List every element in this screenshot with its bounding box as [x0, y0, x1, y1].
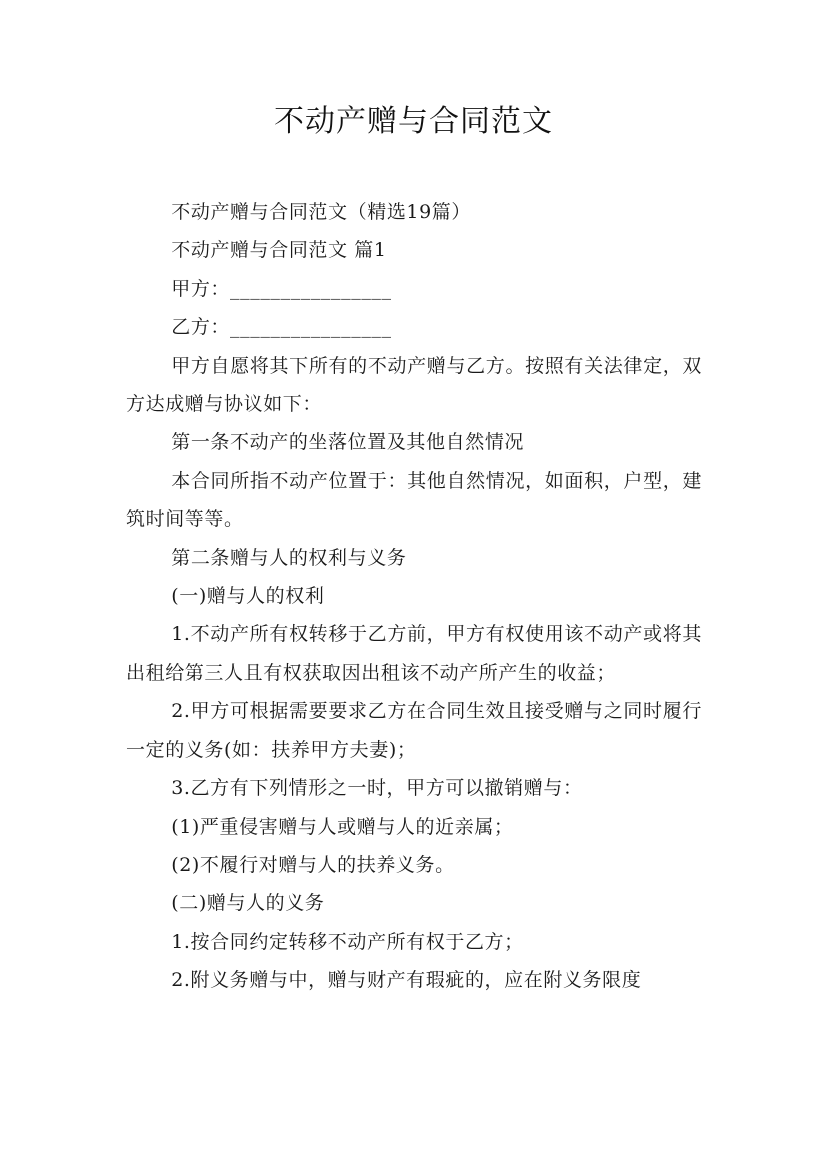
paragraph-donor-right-3-item-2: (2)不履行对赠与人的扶养义务。: [171, 853, 455, 876]
paragraph-party-a: 甲方：________________: [171, 277, 392, 300]
paragraph-clause-1-heading: 第一条不动产的坐落位置及其他自然情况: [171, 431, 525, 454]
paragraph-donor-rights-heading: (一)赠与人的权利: [171, 585, 325, 608]
paragraph-subtitle: 不动产赠与合同范文（精选19篇）: [171, 201, 471, 223]
paragraph-donor-duties-heading: (二)赠与人的义务: [171, 892, 325, 915]
paragraph-clause-1-body: 本合同所指不动产位置于：其他自然情况，如面积，户型，建筑时间等等。: [126, 469, 702, 531]
paragraph-donor-duty-1: 1.按合同约定转移不动产所有权于乙方；: [171, 930, 524, 953]
document-body: [126, 193, 702, 1000]
paragraph-donor-duty-2: 2.附义务赠与中，赠与财产有瑕疵的，应在附义务限度: [171, 969, 642, 992]
paragraph-preamble: 甲方自愿将其下所有的不动产赠与乙方。按照有关法律定，双方达成赠与协议如下：: [126, 354, 702, 416]
paragraph-article-heading: 不动产赠与合同范文 篇1: [171, 239, 387, 262]
paragraph-party-b: 乙方：________________: [171, 316, 392, 339]
paragraph-donor-right-3-item-1: (1)严重侵害赠与人或赠与人的近亲属；: [171, 815, 514, 838]
paragraph-donor-right-1: 1.不动产所有权转移于乙方前，甲方有权使用该不动产或将其出租给第三人且有权获取因出租该不动产所产生的收益；: [126, 623, 702, 684]
document-title: 不动产赠与合同范文: [274, 104, 553, 139]
paragraph-donor-right-2: 2.甲方可根据需要要求乙方在合同生效且接受赠与之同时履行一定的义务(如：扶养甲方夫妻)；: [126, 700, 702, 761]
paragraph-donor-right-3: 3.乙方有下列情形之一时，甲方可以撤销赠与：: [171, 777, 583, 800]
paragraph-clause-2-heading: 第二条赠与人的权利与义务: [171, 546, 407, 569]
